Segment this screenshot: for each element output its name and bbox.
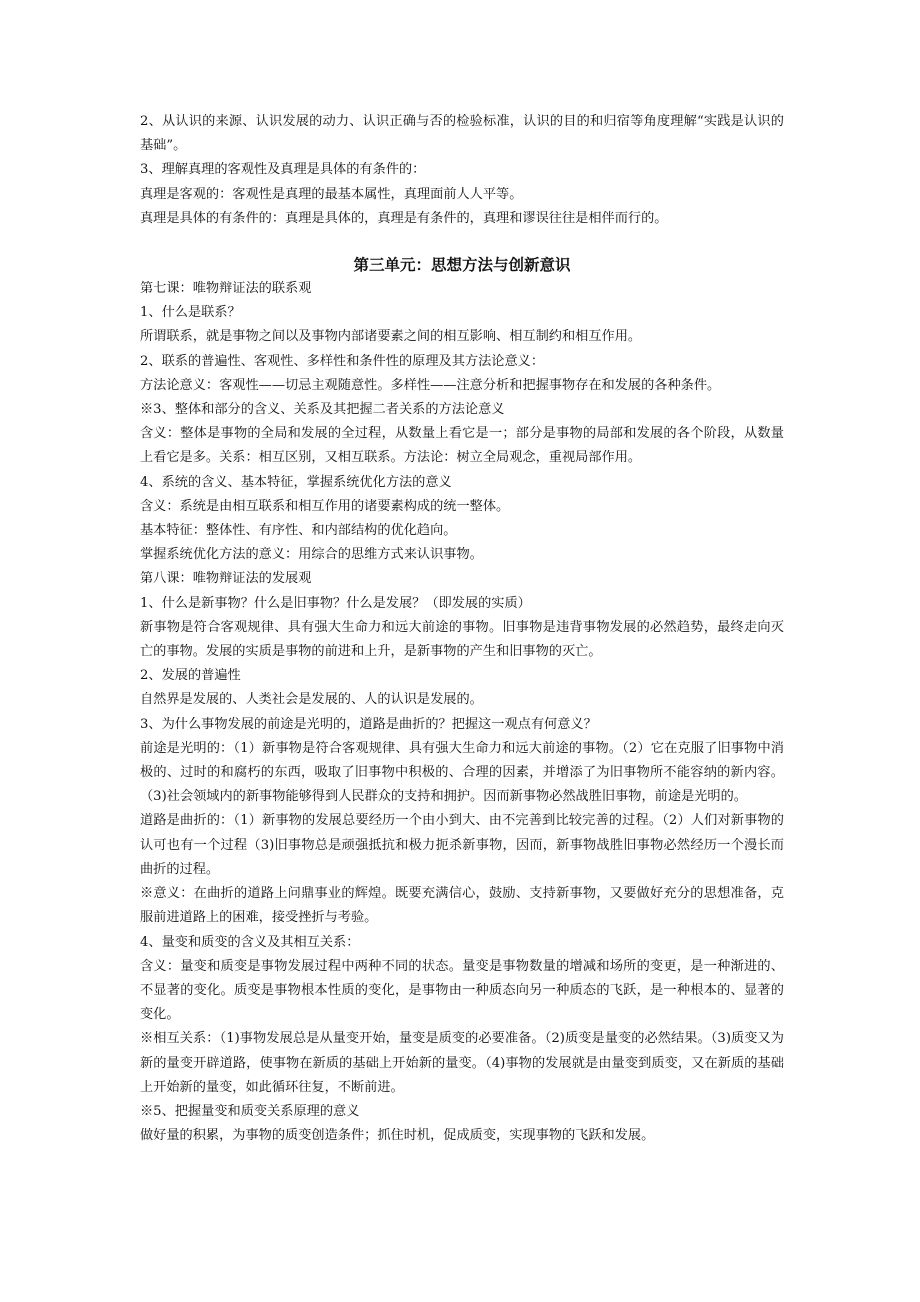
paragraph: 真理是具体的有条件的：真理是具体的，真理是有条件的，真理和谬误往往是相伴而行的。 (140, 210, 668, 226)
paragraph: 1、什么是联系？ (140, 305, 241, 321)
paragraph: 道路是曲折的：（1）新事物的发展总要经历一个由小到大、由不完善到比较完善的过程。（2）人们对新事物的认可也有一个过程（3)旧事物总是顽强抵抗和极力扼杀新事物，因而，新事物战胜旧事物必然经历一个漫长而曲折的过程。 (140, 813, 784, 877)
paragraph: 含义：整体是事物的全局和发展的全过程，从数量上看它是一；部分是事物的局部和发展的各个阶段，从数量上看它是多。关系：相互区别，又相互联系。方法论：树立全局观念，重视局部作用。 (140, 426, 784, 466)
paragraph: 含义：系统是由相互联系和相互作用的诸要素构成的统一整体。 (140, 498, 510, 514)
unit-heading: 第三单元：思想方法与创新意识 (353, 256, 571, 275)
paragraph: 含义：量变和质变是事物发展过程中两种不同的状态。量变是事物数量的增减和场所的变更，是一种渐进的、不显著的变化。质变是事物根本性质的变化，是事物由一种质态向另一种质态的飞跃，是一种根本的、显著的变化。 (140, 958, 784, 1023)
paragraph: 2、联系的普遍性、客观性、多样性和条件性的原理及其方法论意义： (140, 353, 545, 369)
paragraph: 2、从认识的来源、认识发展的动力、认识正确与否的检验标准，认识的目的和归宿等角度理解“实践是认识的基础”。 (140, 114, 784, 154)
paragraph: 3、理解真理的客观性及真理是具体的有条件的： (140, 162, 426, 178)
lesson-heading: 第八课：唯物辩证法的发展观 (140, 571, 312, 587)
paragraph: 做好量的积累，为事物的质变创造条件；抓住时机，促成质变，实现事物的飞跃和发展。 (140, 1128, 655, 1144)
paragraph: 真理是客观的：客观性是真理的最基本属性，真理面前人人平等。 (140, 186, 523, 202)
paragraph: 方法论意义：客观性——切忌主观随意性。多样性——注意分析和把握事物存在和发展的各种条件。 (140, 377, 721, 393)
paragraph: ※意义：在曲折的道路上问鼎事业的辉煌。既要充满信心，鼓励、支持新事物，又要做好充分的思想准备，克服前进道路上的困难，接受挫折与考验。 (140, 886, 784, 926)
paragraph: ※5、把握量变和质变关系原理的意义 (140, 1103, 360, 1119)
paragraph: 新事物是符合客观规律、具有强大生命力和远大前途的事物。旧事物是违背事物发展的必然趋势，最终走向灭亡的事物。发展的实质是事物的前进和上升，是新事物的产生和旧事物的灭亡。 (140, 619, 784, 660)
paragraph: ※3、整体和部分的含义、关系及其把握二者关系的方法论意义 (140, 402, 505, 418)
paragraph: ※相互关系：（1)事物发展总是从量变开始，量变是质变的必要准备。（2)质变是量变的必然结果。（3)质变又为新的量变开辟道路，使事物在新质的基础上开始新的量变。（4)事物的发展就是由量变到质变，又在新质的基础上开始新的量变，如此循环往复，不断前进。 (140, 1031, 784, 1095)
paragraph: 掌握系统优化方法的意义：用综合的思维方式来认识事物。 (140, 547, 483, 563)
paragraph: 自然界是发展的、人类社会是发展的、人的认识是发展的。 (140, 692, 483, 708)
lesson-heading: 第七课：唯物辩证法的联系观 (140, 281, 312, 297)
paragraph: 4、系统的含义、基本特征，掌握系统优化方法的意义 (140, 474, 452, 490)
paragraph: 4、量变和质变的含义及其相互关系： (140, 934, 360, 950)
paragraph: 1、什么是新事物？什么是旧事物？什么是发展？（即发展的实质） (140, 595, 531, 611)
paragraph: 前途是光明的：（1）新事物是符合客观规律、具有强大生命力和远大前途的事物。（2）它在克服了旧事物中消极的、过时的和腐朽的东西，吸取了旧事物中积极的、合理的因素，并增添了为旧事物所不能容纳的新内容。（3)社会领域内的新事物能够得到人民群众的支持和拥护。因而新事物必然战胜旧事物，前途是光明的。 (140, 740, 784, 805)
paragraph: 基本特征：整体性、有序性、和内部结构的优化趋向。 (140, 523, 457, 539)
paragraph: 所谓联系，就是事物之间以及事物内部诸要素之间的相互影响、相互制约和相互作用。 (140, 329, 642, 345)
paragraph: 3、为什么事物发展的前途是光明的，道路是曲折的？把握这一观点有何意义？ (140, 716, 597, 732)
document-page (140, 110, 784, 1148)
paragraph: 2、发展的普遍性 (140, 668, 241, 684)
